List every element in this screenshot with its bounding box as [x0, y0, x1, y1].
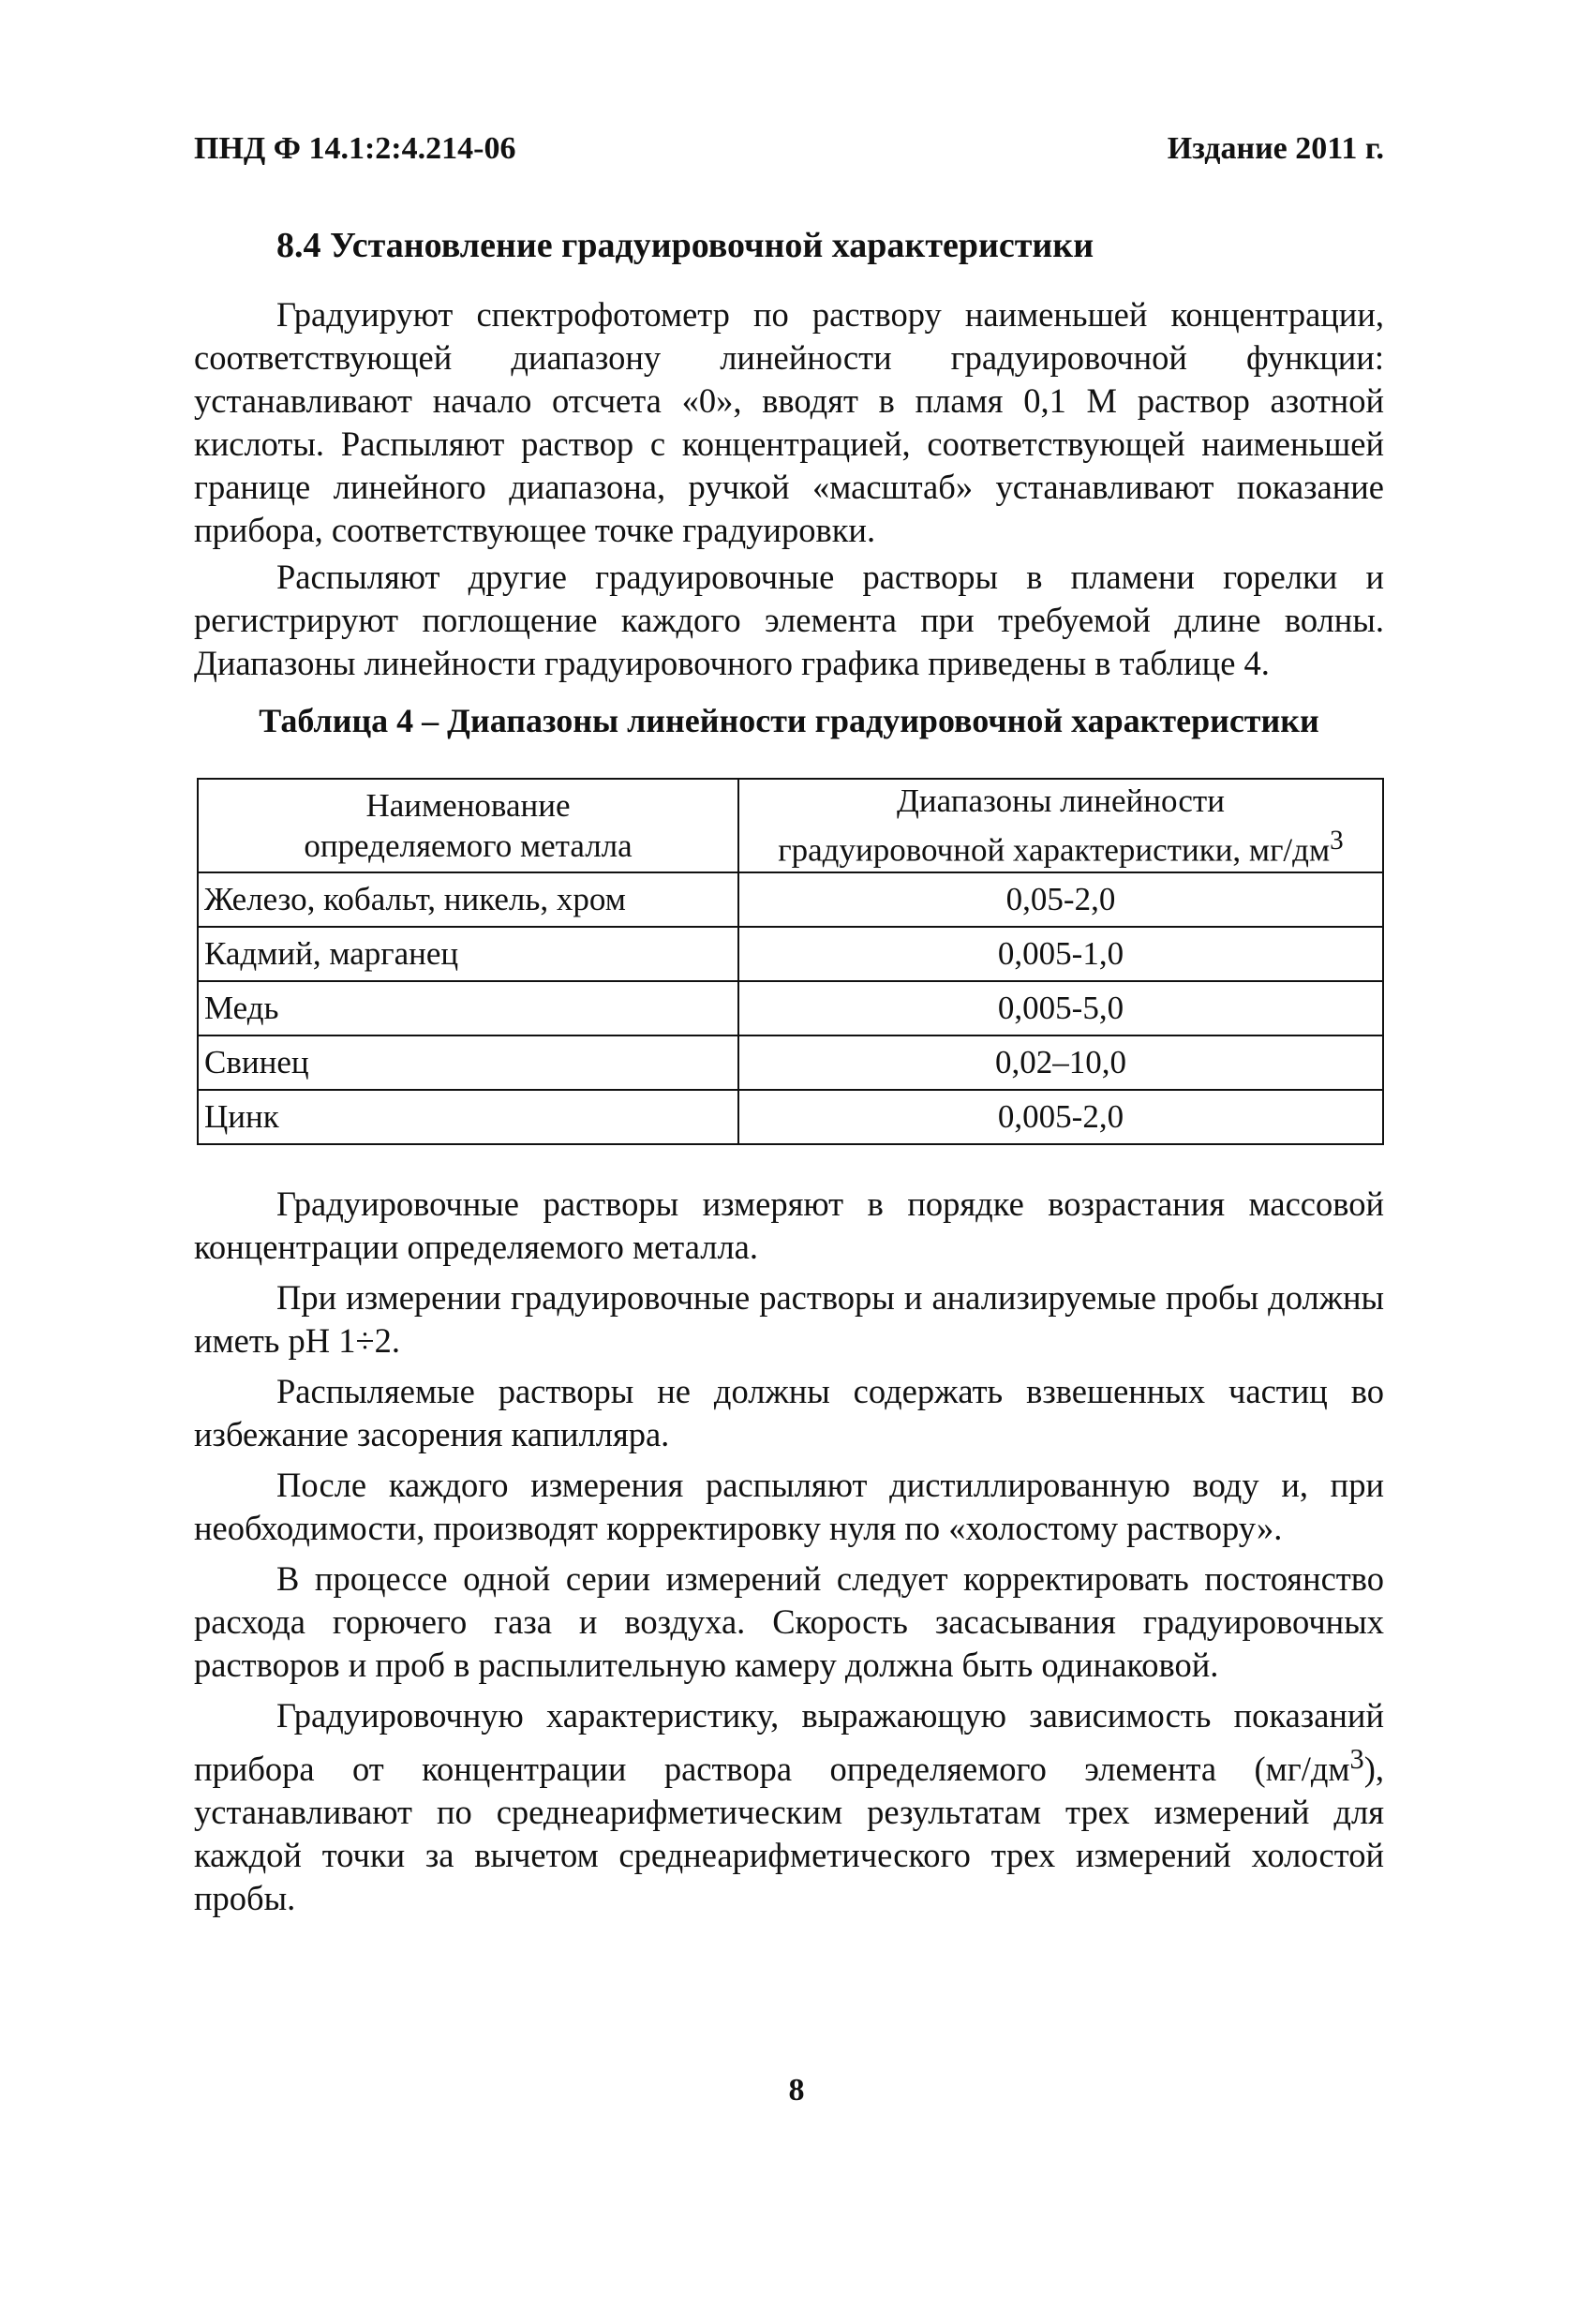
paragraph: [194, 1694, 1384, 1920]
table-header-row: [198, 779, 1383, 872]
range-cell: 0,05-2,0: [738, 872, 1383, 927]
metal-cell: Медь: [198, 981, 738, 1035]
range-cell: 0,02–10,0: [738, 1035, 1383, 1090]
table-row: [198, 872, 1383, 927]
paragraph-text: Градуировочную характеристику, выражающую зависимость показаний прибора от концентрации раствора определяемого элемента (мг/дм: [194, 1696, 1384, 1789]
metal-cell: Железо, кобальт, никель, хром: [198, 872, 738, 927]
table-title: Таблица 4 – Диапазоны линейности градуировочной характеристики: [259, 702, 1319, 739]
header-text: Диапазоны линейности: [897, 782, 1225, 820]
table-row: [198, 1090, 1383, 1144]
header-linearity-range: [738, 779, 1383, 872]
metal-cell: Кадмий, марганец: [198, 927, 738, 981]
linearity-ranges-table: [197, 778, 1384, 1145]
range-cell: 0,005-2,0: [738, 1090, 1383, 1144]
page-header: [194, 131, 1384, 178]
paragraph-text: ), устанавливают по среднеарифметическим результатам трех измерений для каждой точки за вычетом среднеарифметического трех измерений холостой пробы.: [194, 1750, 1384, 1918]
metal-cell: Свинец: [198, 1035, 738, 1090]
paragraph: Распыляют другие градуировочные растворы в пламени горелки и регистрируют поглощение каждого элемента при требуемой длине волны. Диапазоны линейности градуировочного графика приведены в таблице 4.: [194, 558, 1384, 682]
paragraph: Распыляемые растворы не должны содержать взвешенных частиц во избежание засорения капилляра.: [194, 1372, 1384, 1453]
section-title: 8.4 Установление градуировочной характеристики: [276, 226, 1094, 265]
edition-label: Издание 2011 г.: [1167, 131, 1384, 166]
page-number: 8: [788, 2073, 805, 2108]
post-table-body: [194, 1183, 1384, 1920]
document-code: ПНД Ф 14.1:2:4.214-06: [194, 131, 516, 166]
range-cell: 0,005-1,0: [738, 927, 1383, 981]
header-text: градуировочной характеристики, мг/дм: [778, 831, 1331, 869]
header-metal-name: [198, 779, 738, 872]
paragraph: Градуируют спектрофотометр по раствору наименьшей концентрации, соответствующей диапазону линейности градуировочной функции: устанавливают начало отсчета «0», вводят в пламя 0,1 М раствор азотной кислоты. Распыляют раствор с концентрацией, соответствующей наименьшей границе линейного диапазона, ручкой «масштаб» устанавливают показание прибора, соответствующее точке градуировки.: [194, 295, 1384, 549]
header-text: Наименование: [365, 787, 571, 824]
table-row: [198, 1035, 1383, 1090]
superscript: 3: [1349, 1743, 1364, 1775]
metal-cell: Цинк: [198, 1090, 738, 1144]
table-row: [198, 981, 1383, 1035]
paragraph: Градуировочные растворы измеряют в порядке возрастания массовой концентрации определяемого металла.: [194, 1184, 1384, 1266]
paragraph: При измерении градуировочные растворы и анализируемые пробы должны иметь pH 1÷2.: [194, 1278, 1384, 1360]
table-row: [198, 927, 1383, 981]
header-text: определяемого металла: [304, 827, 633, 864]
paragraph: В процессе одной серии измерений следует корректировать постоянство расхода горючего газа и воздуха. Скорость засасывания градуировочных растворов и проб в распылительную камеру должна быть одинаковой.: [194, 1559, 1384, 1684]
section-body: [194, 293, 1384, 685]
paragraph: После каждого измерения распыляют дистиллированную воду и, при необходимости, производят корректировку нуля по «холостому раствору».: [194, 1466, 1384, 1547]
range-cell: 0,005-5,0: [738, 981, 1383, 1035]
superscript: 3: [1330, 826, 1344, 857]
